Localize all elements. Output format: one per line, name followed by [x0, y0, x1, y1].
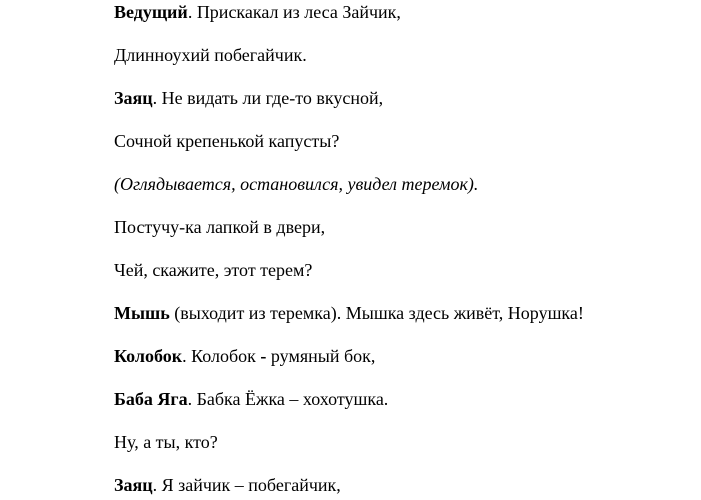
- line-text: . Прискакал из леса Зайчик,: [187, 2, 401, 22]
- line-text: . Колобок: [182, 346, 261, 366]
- line-3: [114, 87, 383, 109]
- speaker-name: Заяц: [114, 475, 153, 495]
- line-12: [114, 474, 341, 496]
- speaker-name: Заяц: [114, 88, 153, 108]
- speaker-name: Колобок: [114, 346, 183, 366]
- line-text: (Оглядывается, остановился, увидел теремок).: [114, 174, 479, 194]
- line-text: . Не видать ли где-то вкусной,: [152, 88, 384, 108]
- line-4: [114, 130, 339, 152]
- line-text: Ну, а ты, кто?: [114, 432, 218, 452]
- speaker-name: Ведущий: [114, 2, 188, 22]
- line-10: [114, 388, 388, 410]
- line-1: [114, 1, 401, 23]
- speaker-name: Баба Яга: [114, 389, 188, 409]
- line-text: румяный бок,: [266, 346, 376, 366]
- dash: -: [260, 346, 267, 366]
- line-text: Постучу-ка лапкой в двери,: [114, 217, 326, 237]
- line-7: [114, 259, 312, 281]
- line-9: [114, 345, 375, 367]
- line-11: [114, 431, 218, 453]
- speaker-name: Мышь: [114, 303, 170, 323]
- line-text: Длинноухий побегайчик.: [114, 45, 307, 65]
- line-6: [114, 216, 325, 238]
- line-text: (выходит из теремка). Мышка здесь живёт, Норушка!: [169, 303, 584, 323]
- line-8: [114, 302, 584, 324]
- line-2: [114, 44, 307, 66]
- line-text: Чей, скажите, этот терем?: [114, 260, 313, 280]
- line-text: . Я зайчик – побегайчик,: [152, 475, 341, 495]
- stage-direction: [114, 173, 478, 195]
- line-text: Сочной крепенькой капусты?: [114, 131, 340, 151]
- line-text: . Бабка Ёжка – хохотушка.: [187, 389, 389, 409]
